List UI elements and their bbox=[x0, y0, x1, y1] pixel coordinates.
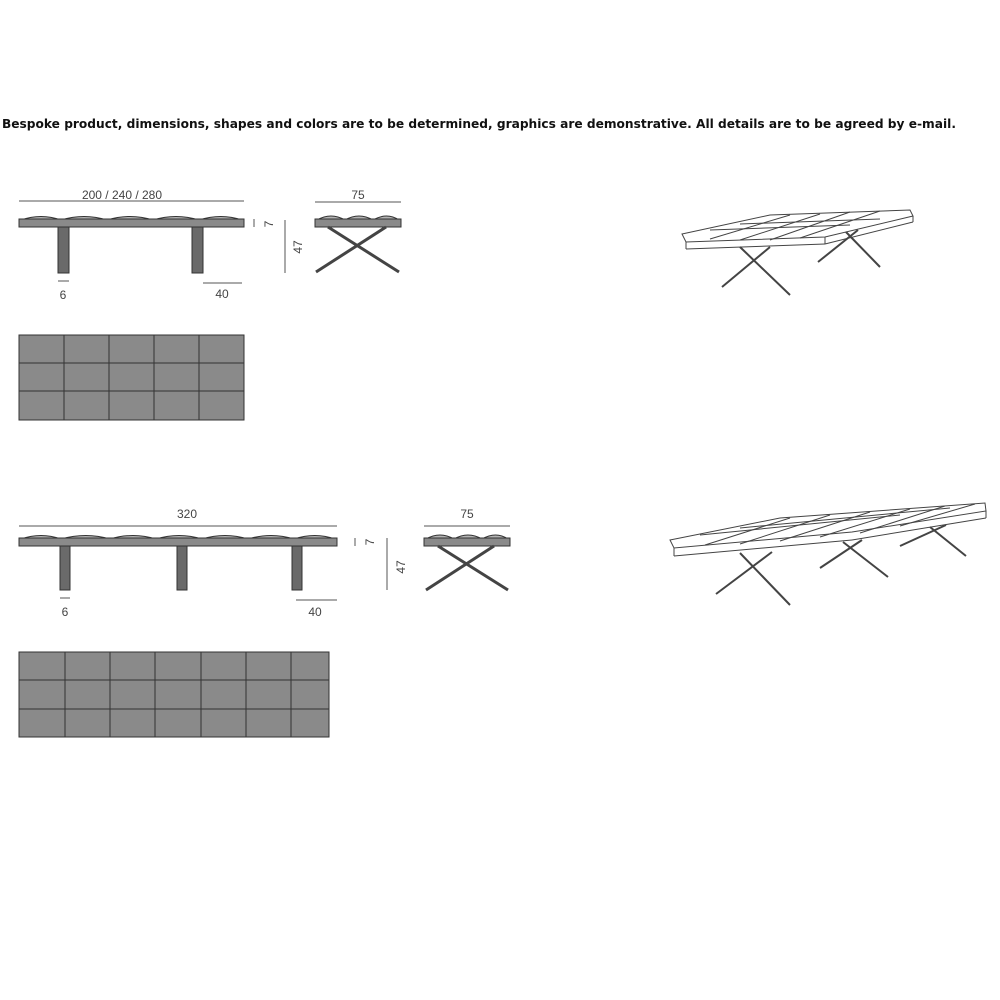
variant-2-perspective-view bbox=[670, 503, 986, 605]
variant-1-height-dimension: 47 bbox=[291, 240, 305, 254]
variant-1-depth-dimension: 75 bbox=[351, 188, 365, 202]
variant-2-side-view bbox=[424, 507, 510, 590]
variant-2-depth-dimension: 75 bbox=[460, 507, 474, 521]
variant-2-length-dimension: 320 bbox=[176, 507, 198, 521]
variant-1-perspective-view bbox=[682, 210, 913, 295]
variant-1-leg-offset-dimension: 40 bbox=[215, 287, 229, 301]
disclaimer-text: Bespoke product, dimensions, shapes and colors are to be determined, graphics are demonstrative. All details are to be agreed by e-mail. bbox=[2, 117, 956, 131]
variant-2-top-view bbox=[19, 652, 329, 737]
variant-2-drawings bbox=[19, 503, 986, 737]
variant-1-top-view bbox=[19, 335, 244, 420]
variant-1-length-dimension: 200 / 240 / 280 bbox=[81, 188, 163, 202]
variant-1-seat-thickness-dimension: 7 bbox=[262, 220, 276, 228]
variant-1-leg-width-dimension: 6 bbox=[59, 288, 67, 302]
variant-2-height-dimension: 47 bbox=[394, 560, 408, 574]
variant-2-leg-offset-dimension: 40 bbox=[308, 605, 322, 619]
variant-2-seat-thickness-dimension: 7 bbox=[363, 538, 377, 546]
variant-1-front-view bbox=[19, 188, 305, 302]
variant-2-leg-width-dimension: 6 bbox=[61, 605, 69, 619]
variant-1-side-view bbox=[315, 188, 401, 272]
variant-2-front-view bbox=[19, 507, 408, 619]
variant-1-drawings bbox=[19, 188, 913, 420]
